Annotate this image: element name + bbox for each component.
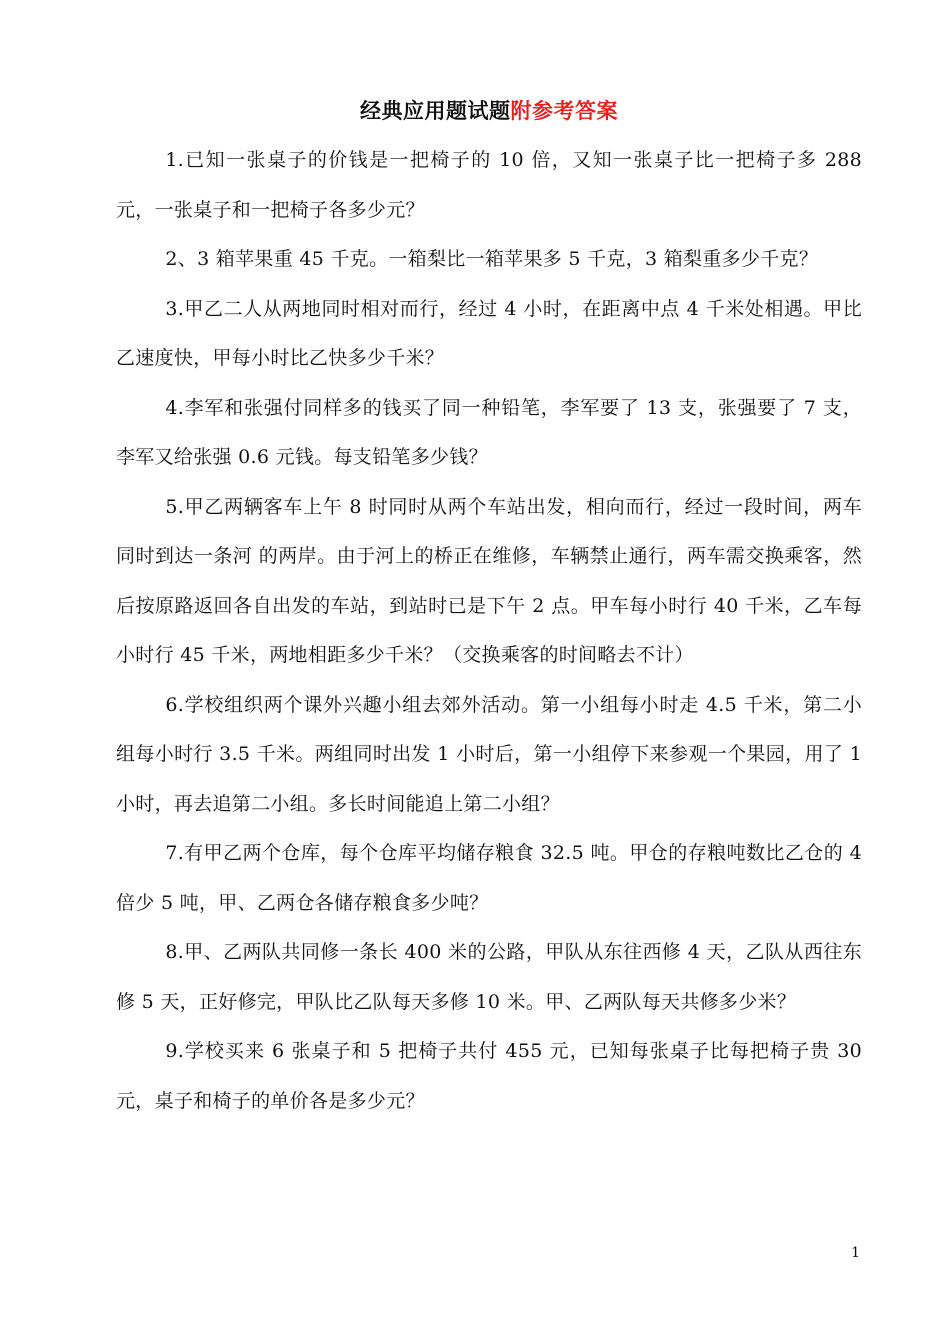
document-title	[116, 96, 862, 126]
question-6: 6.学校组织两个课外兴趣小组去郊外活动。第一小组每小时走 4.5 千米，第二小组每小时行 3.5 千米。两组同时出发 1 小时后，第一小组停下来参观一个果园，用了 1 小时，再去追第二小组。多长时间能追上第二小组？	[116, 693, 862, 815]
title-main: 经典应用题试题	[360, 98, 511, 123]
page-number: 1	[851, 1245, 860, 1261]
question-3: 3.甲乙二人从两地同时相对而行，经过 4 小时，在距离中点 4 千米处相遇。甲比乙速度快，甲每小时比乙快多少千米？	[116, 297, 862, 369]
question-7: 7.有甲乙两个仓库，每个仓库平均储存粮食 32.5 吨。甲仓的存粮吨数比乙仓的 4 倍少 5 吨，甲、乙两仓各储存粮食多少吨？	[116, 842, 862, 914]
question-4: 4.李军和张强付同样多的钱买了同一种铅笔，李军要了 13 支，张强要了 7 支，李军又给张强 0.6 元钱。每支铅笔多少钱？	[116, 396, 862, 468]
question-5: 5.甲乙两辆客车上午 8 时同时从两个车站出发，相向而行，经过一段时间，两车同时到达一条河 的两岸。由于河上的桥正在维修，车辆禁止通行，两车需交换乘客，然后按原路返回各自出发的车站，到站时已是下午 2 点。甲车每小时行 40 千米，乙车每小时行 45 千米，两地相距多少千米？（交换乘客的时间略去不计）	[116, 495, 862, 666]
question-2: 2、3 箱苹果重 45 千克。一箱梨比一箱苹果多 5 千克，3 箱梨重多少千克？	[165, 248, 819, 270]
title-accent: 附参考答案	[510, 98, 618, 123]
question-9: 9.学校买来 6 张桌子和 5 把椅子共付 455 元，已知每张桌子比每把椅子贵 30 元，桌子和椅子的单价各是多少元？	[116, 1040, 862, 1112]
question-1: 1.已知一张桌子的价钱是一把椅子的 10 倍，又知一张桌子比一把椅子多 288 元，一张桌子和一把椅子各多少元？	[116, 149, 862, 221]
question-8: 8.甲、乙两队共同修一条长 400 米的公路，甲队从东往西修 4 天，乙队从西往东修 5 天，正好修完，甲队比乙队每天多修 10 米。甲、乙两队每天共修多少米？	[116, 941, 862, 1013]
